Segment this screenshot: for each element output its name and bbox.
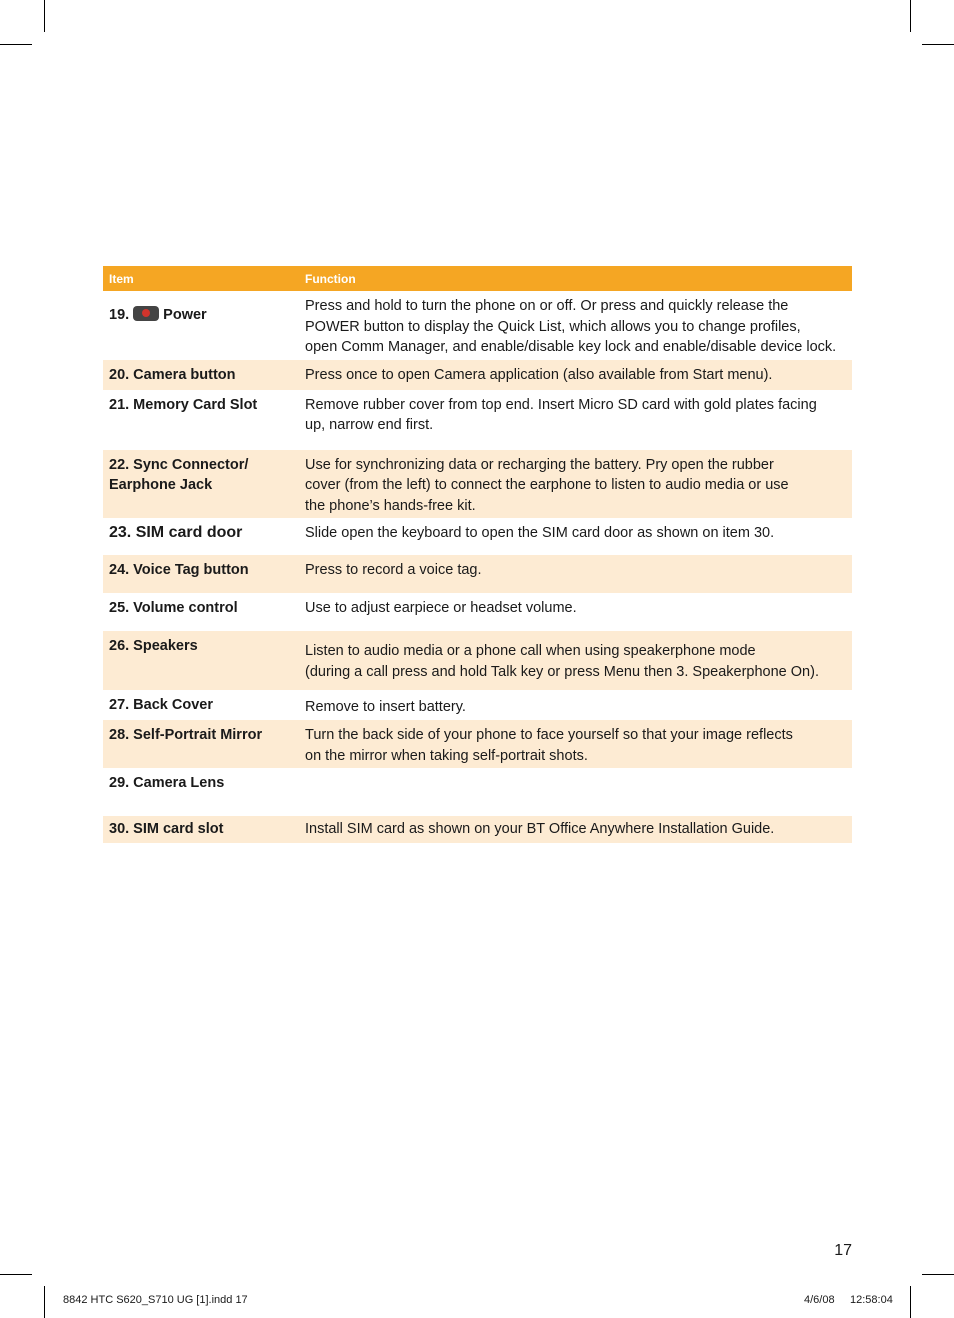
function-cell: Press to record a voice tag. [299,555,852,593]
page-number: 17 [834,1242,852,1259]
function-cell: Install SIM card as shown on your BT Office Anywhere Installation Guide. [299,816,852,843]
header-item: Item [103,266,299,291]
function-cell: Turn the back side of your phone to face yourself so that your image reflects on the mirror when taking self-portrait shots. [299,720,852,768]
function-cell: Slide open the keyboard to open the SIM card door as shown on item 30. [305,525,775,541]
table-row [103,360,852,390]
item-label: Power [163,307,207,323]
item-prefix: 19. [109,307,130,323]
function-cell: Remove to insert battery. [305,699,466,715]
crop-mark [922,1274,954,1275]
function-cell: Listen to audio media or a phone call when using speakerphone mode (during a call press and hold Talk key or press Menu then 3. Speakerphone On). [299,631,852,690]
slug-date: 4/6/08 [804,1294,835,1306]
function-cell: Use to adjust earpiece or headset volume. [305,600,577,616]
table-row [103,768,852,816]
item-cell: 28. Self-Portrait Mirror [103,720,299,768]
item-function-table [103,266,852,843]
item-cell: 30. SIM card slot [103,816,299,843]
table-header-row [103,266,852,291]
table-row [103,390,852,450]
item-cell: 29. Camera Lens [109,775,225,791]
table-row [103,720,852,768]
table-row [103,593,852,631]
function-cell: Use for synchronizing data or recharging the battery. Pry open the rubber cover (from the left) to connect the earphone to listen to audio media or use the phone’s hands-free kit. [299,450,852,519]
crop-mark [910,1286,911,1318]
item-cell: 22. Sync Connector/ Earphone Jack [103,450,299,519]
table-row [103,631,852,690]
table-row [103,555,852,593]
crop-mark [44,0,45,32]
item-cell: 23. SIM card door [109,524,243,541]
function-cell: Remove rubber cover from top end. Insert Micro SD card with gold plates facing up, narrow end first. [305,396,817,433]
item-cell: 21. Memory Card Slot [109,396,258,413]
table-row [103,450,852,519]
table-row [103,518,852,555]
header-function: Function [299,266,852,291]
table-row [103,291,852,360]
function-cell: Press once to open Camera application (also available from Start menu). [299,360,852,390]
crop-mark [910,0,911,32]
slug-time: 12:58:04 [850,1294,893,1306]
power-button-icon [133,306,159,321]
crop-mark [0,1274,32,1275]
item-cell: 24. Voice Tag button [103,555,299,593]
item-cell: 20. Camera button [103,360,299,390]
crop-mark [0,44,32,45]
table-row [103,690,852,720]
table-row [103,816,852,843]
function-cell [299,768,852,816]
item-cell [103,291,299,360]
function-cell: Press and hold to turn the phone on or off. Or press and quickly release the POWER button to display the Quick List, which allows you to change profiles, open Comm Manager, and enable/disable key lock and enable/disable device lock. [305,298,837,355]
crop-mark [44,1286,45,1318]
item-cell: 27. Back Cover [109,697,213,713]
item-cell: 25. Volume control [109,600,238,616]
crop-mark [922,44,954,45]
slug-file: 8842 HTC S620_S710 UG [1].indd 17 [63,1294,248,1306]
item-cell: 26. Speakers [103,631,299,690]
